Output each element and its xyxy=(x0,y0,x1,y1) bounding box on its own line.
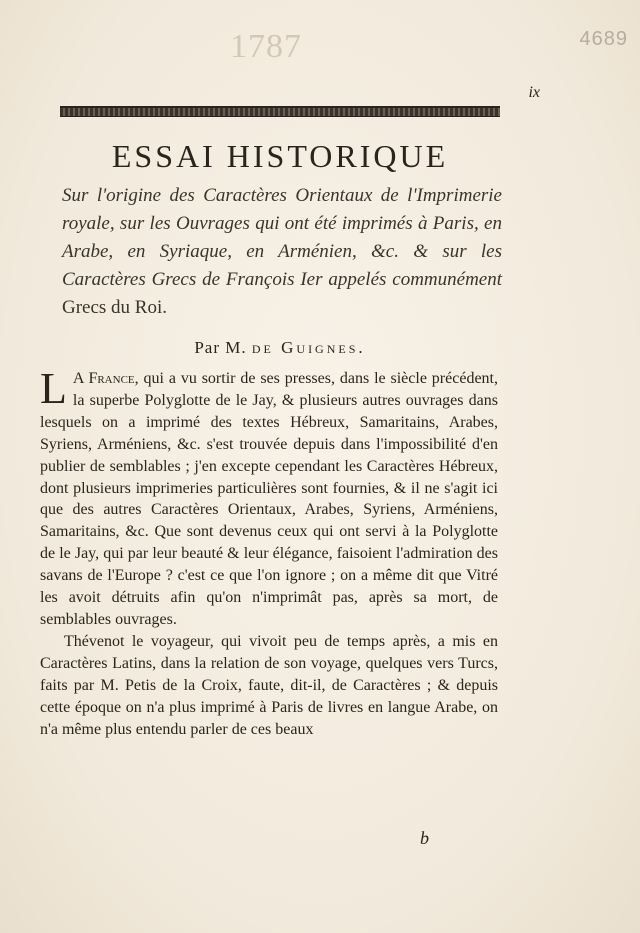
paragraph-2: Thévenot le voyageur, qui vivoit peu de temps après, a mis en Caractères Latins, dans la relation de son voyage, quelques vers Turcs, faits par M. Petis de la Croix, faute, dit-il, de Caractères ; & depuis cette époque on n'a plus imprimé à Paris de livres en langue Arabe, on n'a même plus entendu parler de ces beaux xyxy=(40,632,498,738)
drop-cap: L xyxy=(40,364,67,413)
author-prefix: Par M. xyxy=(194,338,247,357)
paragraph-1-lead: A France xyxy=(72,370,135,387)
subtitle xyxy=(62,182,502,322)
paragraph-1 xyxy=(40,364,498,631)
signature-mark: b xyxy=(420,828,429,848)
catalog-number: 4689 xyxy=(579,28,628,50)
header-rule xyxy=(60,106,500,117)
paragraph-1-text: , qui a vu sortir de ses presses, dans le siècle précédent, la superbe Polyglotte de le Jay, & plusieurs autres ouvrages dans lesquels on a imprimé des textes Hébreux, Samaritains, Arabes, Syriens, Arméniens, &c. s'est trouvée depuis dans l'impossibilité d'en publier de semblables ; j'en excepte cependant les Caractères Hébreux, dont plusieurs imprimeries particulières sont fournies, & il ne s'agit ici que des autres Caractères Orientaux, Arabes, Syriens, Arméniens, Samaritains, &c. Que sont devenus ceux qui ont servi à la Polyglotte de le Jay, qui par leur beauté & leur élégance, faisoient l'admiration des savans de l'Europe ? c'est ce que l'on ignore ; on a même dit que Vitré les avoit détruits afin qu'on n'imprimât pas, après sa mort, de semblables ouvrages. xyxy=(40,370,498,628)
author-line xyxy=(60,338,500,358)
subtitle-roman: Grecs du Roi. xyxy=(62,297,168,318)
author-name: de Guignes. xyxy=(251,338,366,357)
subtitle-italic: Sur l'origine des Caractères Orientaux de l'Imprimerie royale, sur les Ouvrages qui ont été imprimés à Paris, en Arabe, en Syriaque, en Arménien, &c. & sur les Caractères Grecs de François Ier appelés communément xyxy=(62,185,502,290)
page-title: ESSAI HISTORIQUE xyxy=(111,138,449,174)
body-text xyxy=(40,364,498,740)
page-number: ix xyxy=(528,84,540,101)
handwritten-note: 1787 xyxy=(230,28,302,65)
